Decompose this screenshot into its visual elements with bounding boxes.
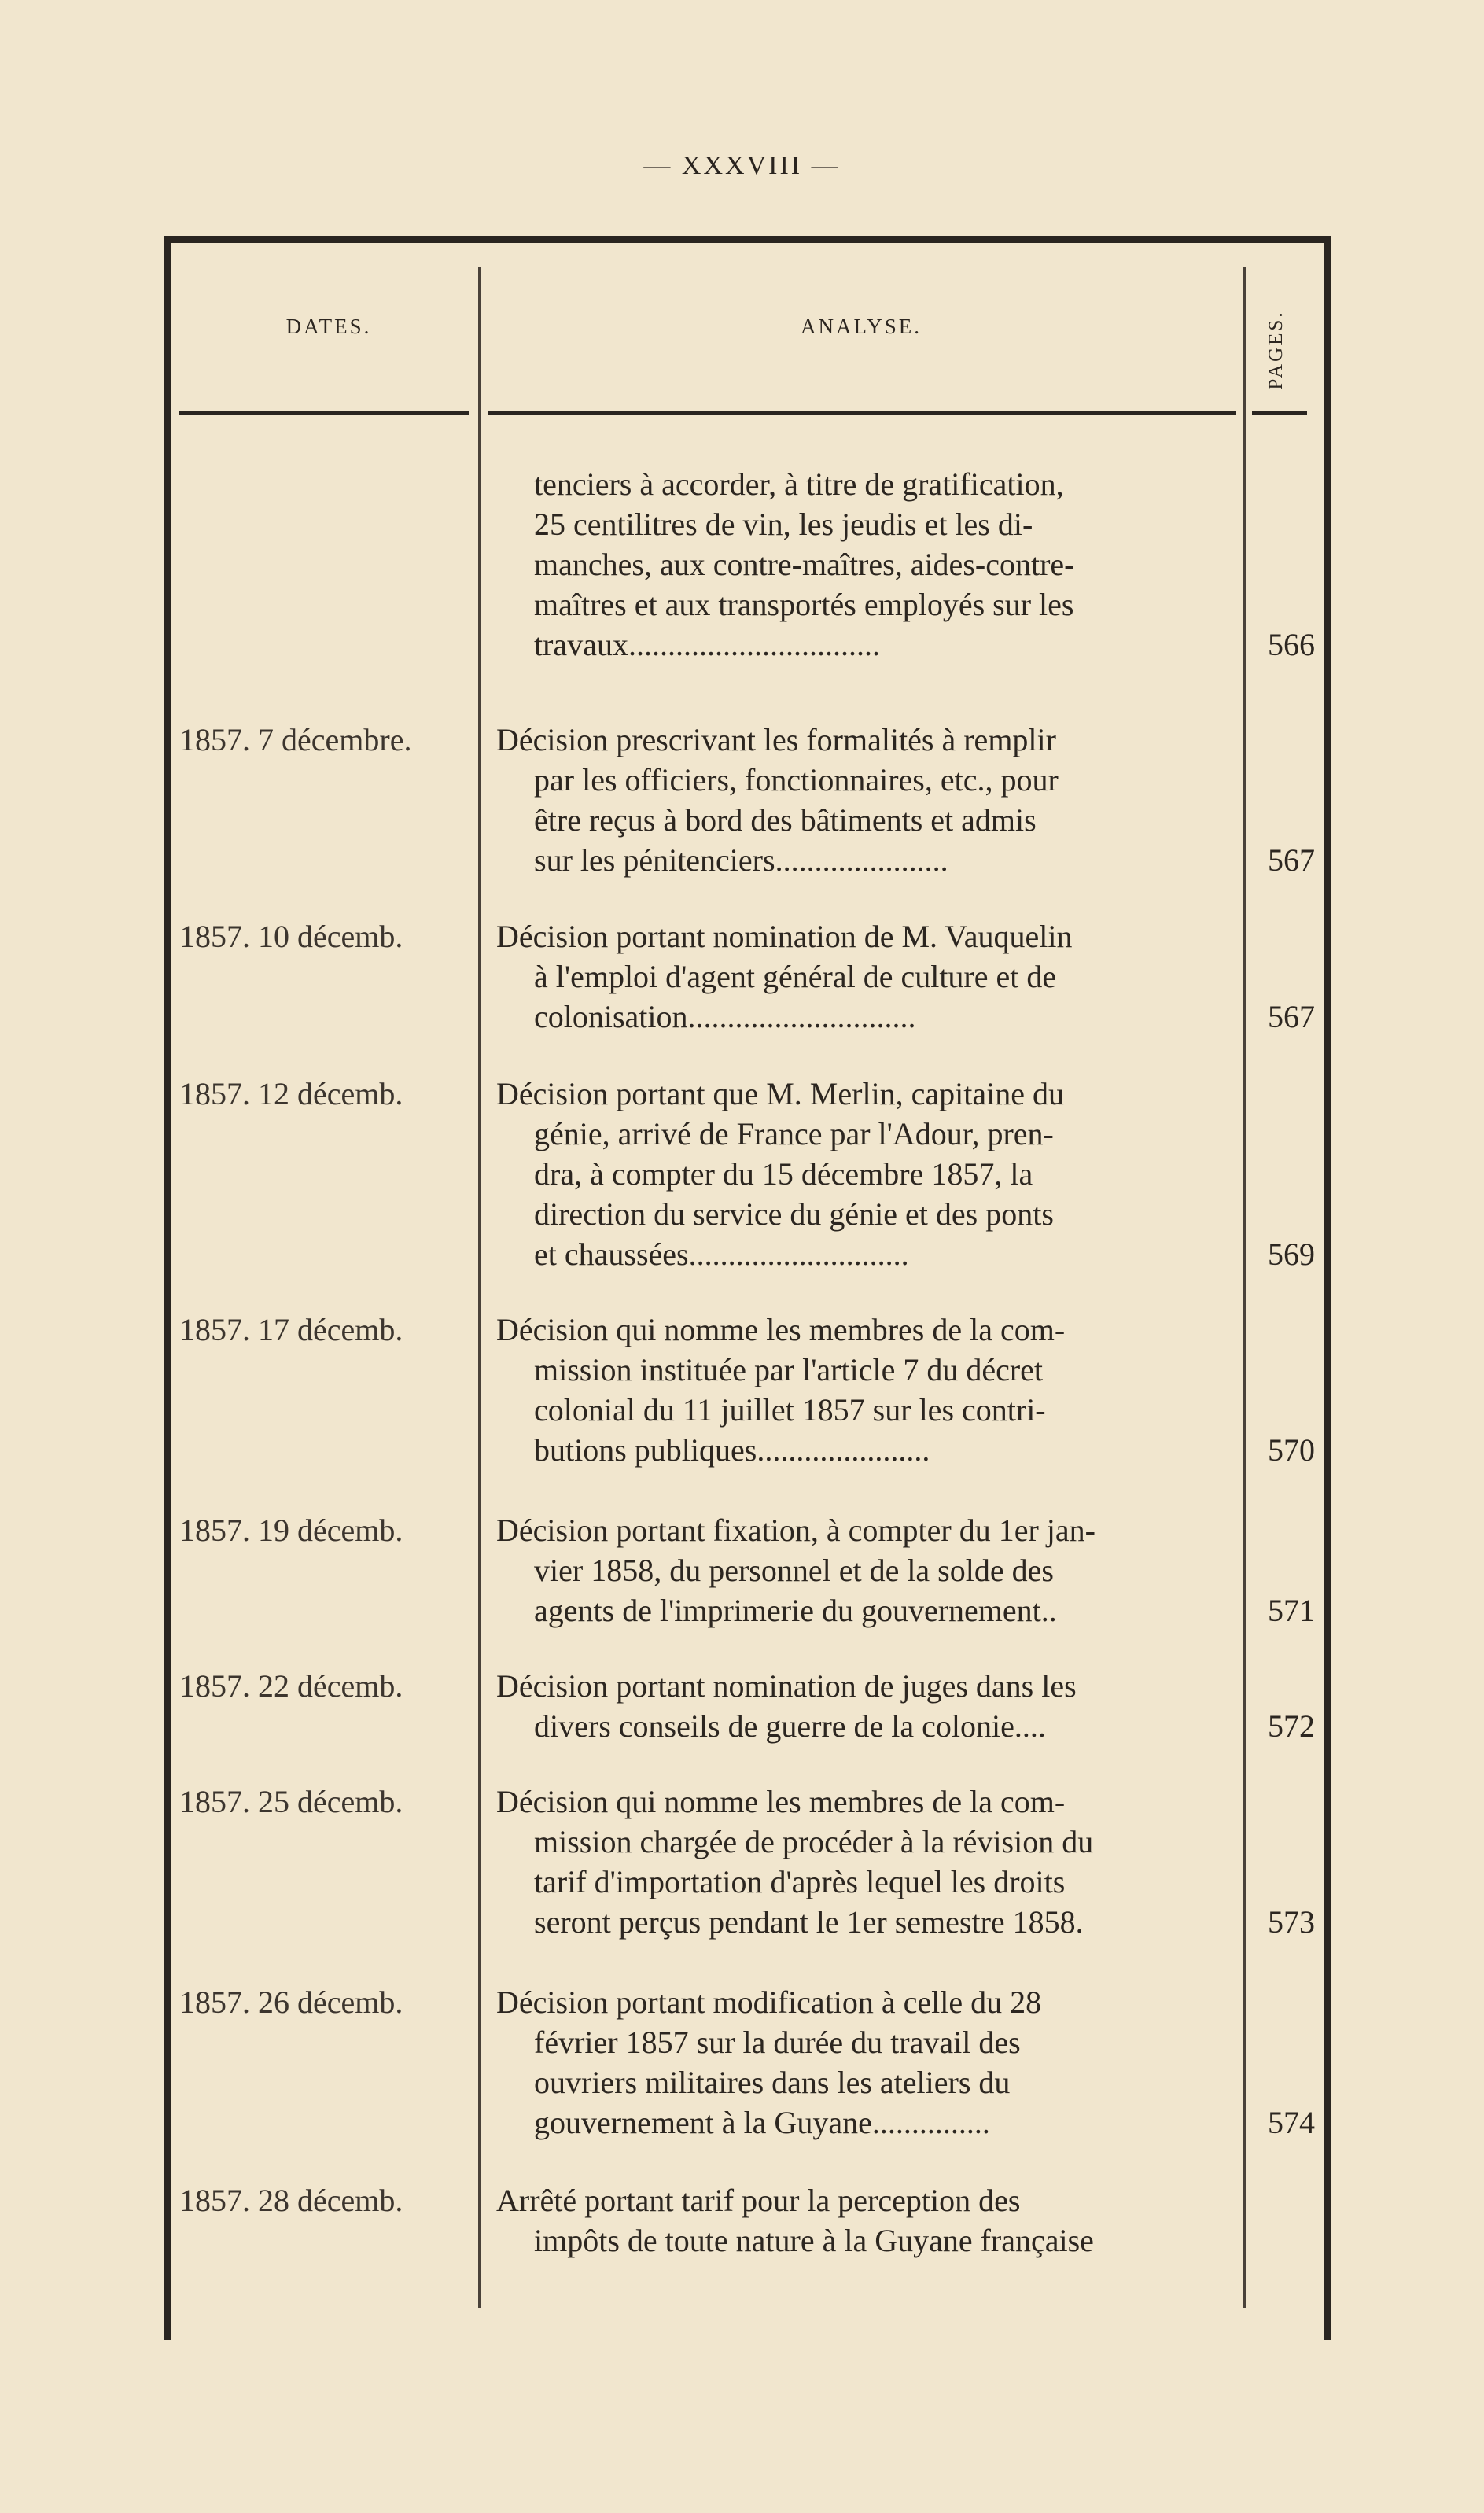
analysis-line: Décision portant nomination de M. Vauquelin: [496, 919, 1073, 954]
analysis-line: gouvernement à la Guyane...............: [534, 2105, 990, 2140]
analysis-line: Décision portant que M. Merlin, capitaine du: [496, 1076, 1065, 1111]
page-number: — XXXVIII —: [643, 151, 841, 180]
entry-page: 571: [1268, 1593, 1315, 1628]
analysis-line: dra, à compter du 15 décembre 1857, la: [534, 1156, 1033, 1192]
analysis-line: par les officiers, fonctionnaires, etc., pour: [534, 762, 1059, 798]
analysis-line: divers conseils de guerre de la colonie....: [534, 1708, 1046, 1744]
analysis-line: Décision qui nomme les membres de la com-: [496, 1784, 1066, 1819]
analysis-line: colonisation.............................: [534, 999, 916, 1034]
analysis-line: Décision portant modification à celle du 28: [496, 1984, 1042, 2020]
analysis-line: Arrêté portant tarif pour la perception des: [496, 2183, 1021, 2218]
analysis-line: et chaussées............................: [534, 1236, 909, 1272]
column-header-pages: [1261, 299, 1292, 401]
analysis-line: Décision portant nomination de juges dans les: [496, 1668, 1077, 1704]
analysis-line: ouvriers militaires dans les ateliers du: [534, 2065, 1011, 2100]
analysis-line: manches, aux contre-maîtres, aides-contre-: [534, 547, 1075, 582]
entry-analysis: [496, 1666, 1232, 1746]
analysis-line: 25 centilitres de vin, les jeudis et les di-: [534, 507, 1033, 542]
entry-date: 1857. 28 décemb.: [179, 2183, 403, 2218]
analysis-line: seront perçus pendant le 1er semestre 1858.: [534, 1904, 1084, 1940]
analysis-line: tenciers à accorder, à titre de gratification,: [534, 466, 1064, 502]
entry-analysis: [496, 1782, 1232, 1942]
analysis-line: février 1857 sur la durée du travail des: [534, 2025, 1021, 2060]
entry-date: 1857. 26 décemb.: [179, 1984, 403, 2020]
header-underline-analysis: [488, 411, 1236, 415]
column-divider-dates-analysis: [478, 267, 481, 2308]
column-divider-analysis-pages: [1243, 267, 1246, 2308]
analysis-line: agents de l'imprimerie du gouvernement..: [534, 1593, 1057, 1628]
analysis-line: maîtres et aux transportés employés sur les: [534, 587, 1074, 622]
analysis-line: colonial du 11 juillet 1857 sur les contri-: [534, 1392, 1046, 1428]
analysis-line: travaux................................: [534, 627, 880, 662]
analysis-line: Décision qui nomme les membres de la com-: [496, 1312, 1066, 1347]
entry-analysis: [496, 464, 1232, 665]
entry-analysis: [496, 1982, 1232, 2143]
analysis-line: direction du service du génie et des ponts: [534, 1196, 1054, 1232]
analysis-line: butions publiques......................: [534, 1432, 930, 1468]
entry-analysis: [496, 1310, 1232, 1470]
entry-analysis: [496, 1510, 1232, 1631]
analysis-line: être reçus à bord des bâtiments et admis: [534, 802, 1037, 838]
entry-analysis: [496, 1074, 1232, 1274]
entry-analysis: [496, 916, 1232, 1037]
header-underline-dates: [179, 411, 469, 415]
analysis-line: sur les pénitenciers......................: [534, 842, 948, 878]
analysis-line: mission instituée par l'article 7 du décret: [534, 1352, 1044, 1387]
column-header-dates: DATES.: [285, 315, 372, 338]
entry-date: 1857. 12 décemb.: [179, 1076, 403, 1111]
table-right-rule: [1324, 236, 1331, 2340]
entry-date: 1857. 7 décembre.: [179, 722, 412, 757]
analysis-line: mission chargée de procéder à la révision du: [534, 1824, 1094, 1859]
table-left-rule: [164, 236, 171, 2340]
entry-date: 1857. 19 décemb.: [179, 1513, 403, 1548]
entry-date: 1857. 25 décemb.: [179, 1784, 403, 1819]
entry-page: 566: [1268, 627, 1315, 662]
entry-page: 573: [1268, 1904, 1315, 1940]
table-top-rule: [164, 236, 1331, 243]
entry-analysis: [496, 2180, 1232, 2261]
entry-date: 1857. 17 décemb.: [179, 1312, 403, 1347]
entry-analysis: [496, 720, 1232, 880]
analysis-line: à l'emploi d'agent général de culture et de: [534, 959, 1057, 994]
column-header-pages-label: PAGES.: [1265, 310, 1287, 390]
entry-date: 1857. 22 décemb.: [179, 1668, 403, 1704]
entry-page: 572: [1268, 1708, 1315, 1744]
analysis-line: vier 1858, du personnel et de la solde des: [534, 1553, 1054, 1588]
entry-page: 567: [1268, 999, 1315, 1034]
header-underline-pages: [1252, 411, 1307, 415]
entry-page: 567: [1268, 842, 1315, 878]
entry-page: 570: [1268, 1432, 1315, 1468]
column-header-analysis: ANALYSE.: [800, 315, 922, 338]
analysis-line: impôts de toute nature à la Guyane française: [534, 2223, 1094, 2258]
entry-date: 1857. 10 décemb.: [179, 919, 403, 954]
analysis-line: Décision portant fixation, à compter du 1er jan-: [496, 1513, 1096, 1548]
index-table: [164, 236, 1331, 2340]
entry-page: 569: [1268, 1236, 1315, 1272]
entry-page: 574: [1268, 2105, 1315, 2140]
analysis-line: Décision prescrivant les formalités à remplir: [496, 722, 1056, 757]
analysis-line: tarif d'importation d'après lequel les droits: [534, 1864, 1066, 1899]
analysis-line: génie, arrivé de France par l'Adour, pren-: [534, 1116, 1054, 1151]
